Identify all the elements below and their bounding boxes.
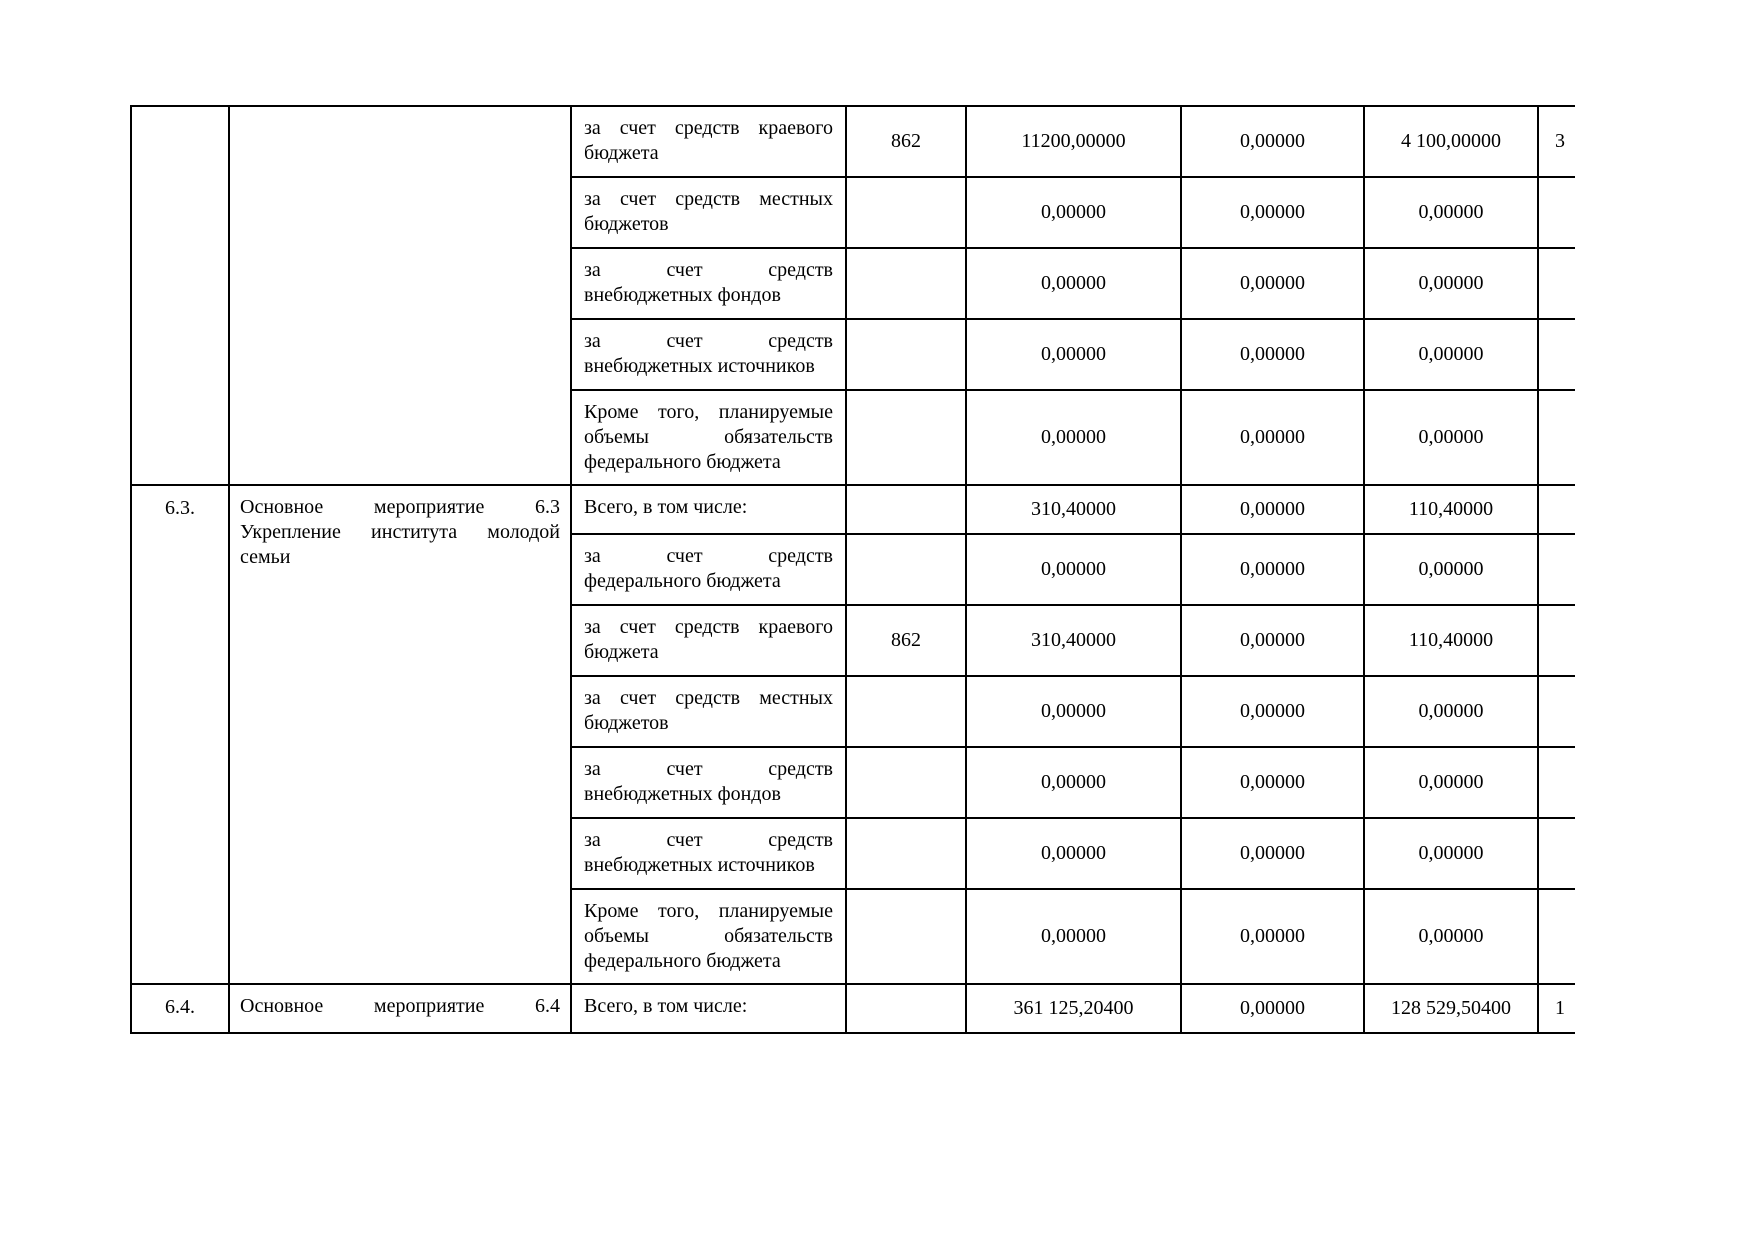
code-cell: 862 bbox=[846, 605, 966, 676]
amount-year1-cell: 0,00000 bbox=[1181, 747, 1364, 818]
amount-year2-cell: 0,00000 bbox=[1364, 319, 1538, 390]
code-cell bbox=[846, 818, 966, 889]
funding-source-cell: Кроме того, планируемые объемы обязательств федерального бюджета bbox=[571, 889, 846, 984]
amount-year1-cell: 0,00000 bbox=[1181, 676, 1364, 747]
amount-year3-cell-clipped: 3 bbox=[1538, 106, 1575, 177]
budget-table bbox=[130, 105, 1575, 1034]
amount-year3-cell-clipped bbox=[1538, 889, 1575, 984]
amount-total-cell: 0,00000 bbox=[966, 177, 1181, 248]
amount-year1-cell: 0,00000 bbox=[1181, 177, 1364, 248]
amount-year1-cell: 0,00000 bbox=[1181, 319, 1364, 390]
funding-source-cell: за счет средств федерального бюджета bbox=[571, 534, 846, 605]
amount-year1-cell: 0,00000 bbox=[1181, 605, 1364, 676]
amount-year2-cell: 128 529,50400 bbox=[1364, 984, 1538, 1033]
section-description-cell: Основное мероприятие 6.4 bbox=[229, 984, 571, 1033]
amount-total-cell: 0,00000 bbox=[966, 889, 1181, 984]
amount-year3-cell-clipped bbox=[1538, 747, 1575, 818]
amount-year3-cell-clipped bbox=[1538, 485, 1575, 534]
table-clip-region bbox=[130, 105, 1575, 1037]
amount-year2-cell: 0,00000 bbox=[1364, 534, 1538, 605]
amount-total-cell: 0,00000 bbox=[966, 319, 1181, 390]
section-description-cell: Основное мероприятие 6.3 Укрепление института молодой семьи bbox=[229, 485, 571, 984]
amount-year1-cell: 0,00000 bbox=[1181, 485, 1364, 534]
funding-source-cell: за счет средств краевого бюджета bbox=[571, 106, 846, 177]
amount-total-cell: 0,00000 bbox=[966, 747, 1181, 818]
table-row bbox=[131, 106, 1575, 177]
amount-total-cell: 0,00000 bbox=[966, 534, 1181, 605]
amount-year2-cell: 0,00000 bbox=[1364, 248, 1538, 319]
funding-source-cell: Всего, в том числе: bbox=[571, 485, 846, 534]
code-cell bbox=[846, 390, 966, 485]
amount-year3-cell-clipped bbox=[1538, 390, 1575, 485]
amount-year2-cell: 0,00000 bbox=[1364, 889, 1538, 984]
funding-source-cell: за счет средств местных бюджетов bbox=[571, 676, 846, 747]
code-cell bbox=[846, 676, 966, 747]
amount-total-cell: 0,00000 bbox=[966, 390, 1181, 485]
amount-year2-cell: 0,00000 bbox=[1364, 390, 1538, 485]
amount-total-cell: 11200,00000 bbox=[966, 106, 1181, 177]
section-description-cell bbox=[229, 106, 571, 485]
amount-year3-cell-clipped bbox=[1538, 177, 1575, 248]
section-number-cell: 6.3. bbox=[131, 485, 229, 984]
amount-year3-cell-clipped bbox=[1538, 818, 1575, 889]
code-cell bbox=[846, 984, 966, 1033]
amount-year3-cell-clipped bbox=[1538, 534, 1575, 605]
amount-year1-cell: 0,00000 bbox=[1181, 889, 1364, 984]
amount-year1-cell: 0,00000 bbox=[1181, 106, 1364, 177]
funding-source-cell: за счет средств краевого бюджета bbox=[571, 605, 846, 676]
funding-source-cell: за счет средств внебюджетных источников bbox=[571, 818, 846, 889]
funding-source-cell: за счет средств местных бюджетов bbox=[571, 177, 846, 248]
code-cell bbox=[846, 485, 966, 534]
amount-year3-cell-clipped bbox=[1538, 248, 1575, 319]
amount-year1-cell: 0,00000 bbox=[1181, 390, 1364, 485]
amount-total-cell: 0,00000 bbox=[966, 818, 1181, 889]
table-row bbox=[131, 485, 1575, 534]
amount-year3-cell-clipped bbox=[1538, 605, 1575, 676]
amount-year1-cell: 0,00000 bbox=[1181, 818, 1364, 889]
amount-year1-cell: 0,00000 bbox=[1181, 984, 1364, 1033]
code-cell bbox=[846, 889, 966, 984]
code-cell bbox=[846, 747, 966, 818]
funding-source-cell: за счет средств внебюджетных фондов bbox=[571, 747, 846, 818]
amount-year3-cell-clipped bbox=[1538, 676, 1575, 747]
code-cell: 862 bbox=[846, 106, 966, 177]
amount-year2-cell: 4 100,00000 bbox=[1364, 106, 1538, 177]
amount-year2-cell: 0,00000 bbox=[1364, 676, 1538, 747]
funding-source-cell: Кроме того, планируемые объемы обязательств федерального бюджета bbox=[571, 390, 846, 485]
amount-year2-cell: 0,00000 bbox=[1364, 177, 1538, 248]
code-cell bbox=[846, 248, 966, 319]
amount-year1-cell: 0,00000 bbox=[1181, 534, 1364, 605]
code-cell bbox=[846, 319, 966, 390]
amount-total-cell: 0,00000 bbox=[966, 676, 1181, 747]
amount-year2-cell: 0,00000 bbox=[1364, 747, 1538, 818]
table-row bbox=[131, 984, 1575, 1033]
amount-year2-cell: 110,40000 bbox=[1364, 485, 1538, 534]
amount-total-cell: 310,40000 bbox=[966, 605, 1181, 676]
amount-year2-cell: 0,00000 bbox=[1364, 818, 1538, 889]
amount-year2-cell: 110,40000 bbox=[1364, 605, 1538, 676]
amount-year1-cell: 0,00000 bbox=[1181, 248, 1364, 319]
section-number-cell bbox=[131, 106, 229, 485]
amount-year3-cell-clipped: 1 bbox=[1538, 984, 1575, 1033]
amount-total-cell: 0,00000 bbox=[966, 248, 1181, 319]
funding-source-cell: Всего, в том числе: bbox=[571, 984, 846, 1033]
code-cell bbox=[846, 534, 966, 605]
section-number-cell: 6.4. bbox=[131, 984, 229, 1033]
funding-source-cell: за счет средств внебюджетных фондов bbox=[571, 248, 846, 319]
code-cell bbox=[846, 177, 966, 248]
amount-total-cell: 310,40000 bbox=[966, 485, 1181, 534]
funding-source-cell: за счет средств внебюджетных источников bbox=[571, 319, 846, 390]
amount-year3-cell-clipped bbox=[1538, 319, 1575, 390]
amount-total-cell: 361 125,20400 bbox=[966, 984, 1181, 1033]
